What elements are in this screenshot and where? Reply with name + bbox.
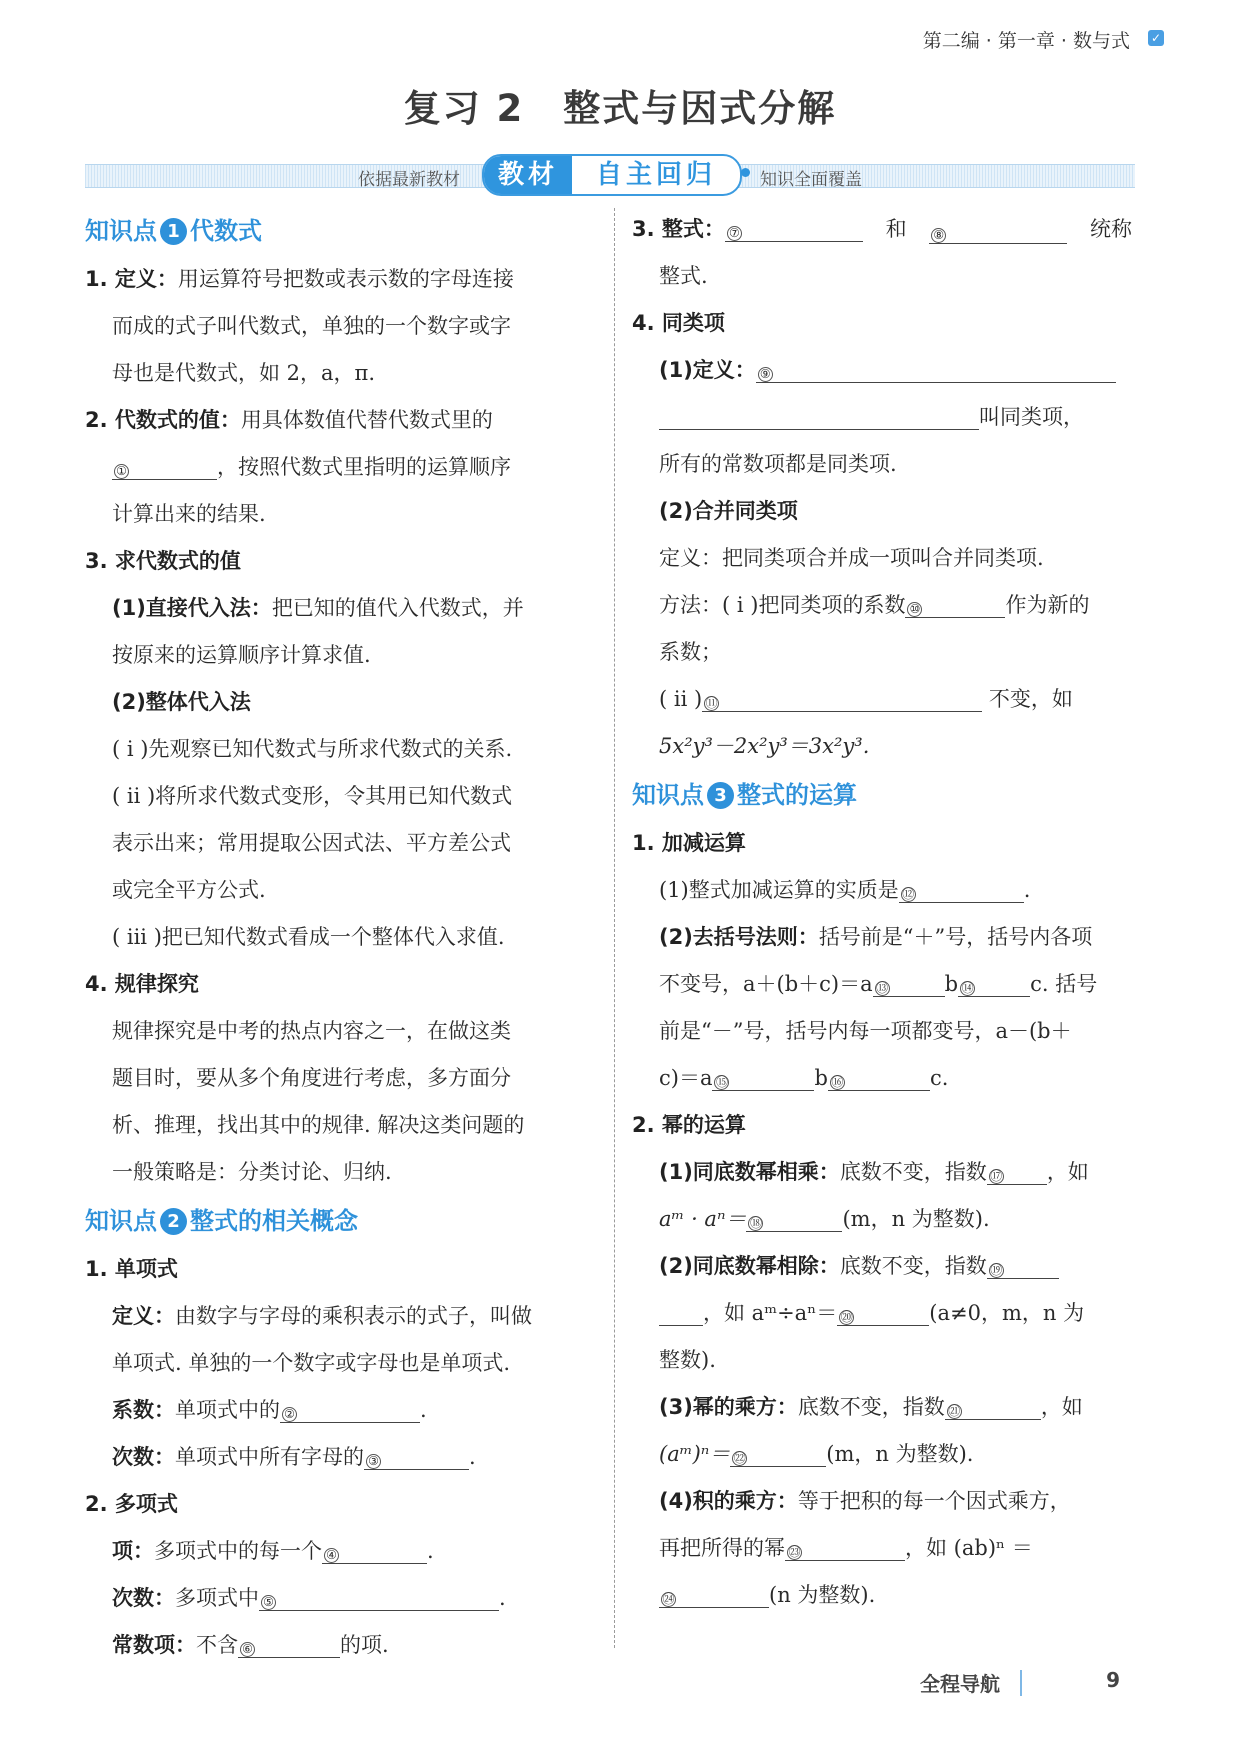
answer-blank[interactable] [746, 1204, 842, 1232]
blank-number: ④ [324, 1548, 339, 1563]
item-heading: 3. 求代数式的值 [85, 549, 241, 573]
section-number: 3 [707, 782, 734, 809]
text: (n 为整数). [769, 1583, 876, 1607]
answer-blank[interactable] [280, 1395, 420, 1423]
text-line [85, 538, 595, 585]
term-label: 次数： [112, 1445, 175, 1469]
text: ，如 [1040, 1395, 1083, 1419]
text-line: 项：多项式中的每一个 ④ . [85, 1528, 595, 1575]
answer-blank[interactable] [712, 1063, 814, 1091]
text-line [632, 206, 1132, 253]
answer-blank[interactable] [702, 684, 982, 712]
blank-number: ⑦ [727, 226, 742, 241]
text: . [1023, 878, 1031, 902]
section-name: 整式的相关概念 [190, 1207, 358, 1235]
blank-number: ① [114, 464, 129, 479]
text-line [632, 820, 1132, 867]
answer-blank[interactable] [756, 355, 1116, 383]
blank-number: ⑲ [990, 1263, 1003, 1277]
text-line [632, 961, 1132, 1008]
term-label: 定义： [112, 1304, 175, 1328]
text-line: 析、推理，找出其中的规律. 解决这类问题的 [112, 1113, 525, 1137]
term-label: 常数项： [112, 1633, 196, 1657]
text-line [85, 1622, 595, 1669]
answer-blank-continued[interactable] [659, 402, 979, 430]
text-line: 一般策略是：分类讨论、归纳. [112, 1160, 392, 1184]
dot-icon [741, 168, 750, 177]
term-label: (1)直接代入法： [112, 596, 272, 620]
text: 不变，如 [988, 687, 1073, 711]
text: (m，n 为整数). [826, 1442, 974, 1466]
section-heading [632, 770, 1132, 820]
text: 多项式中 [175, 1586, 259, 1610]
section-prefix: 知识点 [632, 781, 704, 809]
blank-number: ③ [366, 1454, 381, 1469]
text: c. 括号 [1030, 972, 1098, 996]
section-number: 2 [160, 1208, 187, 1235]
text: 作为新的 [1005, 593, 1090, 617]
text-line [632, 1196, 1132, 1243]
text: 单项式中所有字母的 [175, 1445, 364, 1469]
text: 底数不变，指数 [839, 1160, 987, 1184]
text-line: 整式. [659, 264, 708, 288]
blank-number: ⑫ [902, 887, 915, 901]
text: 底数不变，指数 [839, 1254, 987, 1278]
text: ，按照代数式里指明的运算顺序 [217, 455, 511, 479]
answer-blank[interactable] [899, 875, 1024, 903]
text: 不含 [196, 1633, 238, 1657]
blank-number: ⑳ [840, 1310, 853, 1324]
blank-number: ⑨ [758, 367, 773, 382]
item-heading: 4. 同类项 [632, 311, 725, 335]
text-line: 前是“－”号，括号内每一项都变号，a－(b＋ [659, 1019, 1072, 1043]
column-divider [614, 208, 615, 1648]
text: (m，n 为整数). [842, 1207, 990, 1231]
text-line [85, 444, 595, 491]
footer-guide-label: 全程导航 [920, 1672, 1000, 1696]
answer-blank[interactable] [987, 1251, 1059, 1279]
text-line [632, 1055, 1132, 1102]
text-line [632, 1149, 1132, 1196]
blank-number: ⑱ [749, 1216, 762, 1230]
page-number: 9 [1106, 1668, 1120, 1692]
text-line [632, 582, 1132, 629]
text-line [632, 488, 1132, 535]
blank-number: ㉒ [733, 1451, 746, 1465]
term-label: (3)幂的乘方： [659, 1395, 798, 1419]
text: 把已知的值代入代数式，并 [271, 596, 524, 620]
text-line [632, 347, 1132, 394]
text-line [632, 1102, 1132, 1149]
text-line: 次数：多项式中 ⑤ . [85, 1575, 595, 1622]
blank-number: ⑩ [907, 602, 922, 617]
text-line [85, 1481, 595, 1528]
term-label: (2)整体代入法 [112, 690, 251, 714]
text-line: ( iii )把已知代数式看成一个整体代入求值. [112, 925, 505, 949]
text: 的项. [340, 1633, 389, 1657]
text-line: 而成的式子叫代数式，单独的一个数字或字 [112, 314, 511, 338]
answer-blank[interactable] [929, 216, 1067, 244]
text-line [632, 914, 1132, 961]
text-line [632, 300, 1132, 347]
text: ，如 aᵐ÷aⁿ＝ [703, 1301, 838, 1325]
term-label: 1. 定义： [85, 267, 178, 291]
formula-line: 5x²y³－2x²y³＝3x²y³. [659, 734, 870, 758]
blank-number: ⑭ [961, 981, 974, 995]
term-label: 次数： [112, 1586, 175, 1610]
item-heading: 1. 单项式 [85, 1257, 178, 1281]
answer-blank[interactable] [322, 1536, 427, 1564]
item-heading: 2. 多项式 [85, 1492, 178, 1516]
text: 等于把积的每一个因式乘方， [797, 1489, 1071, 1513]
badge-part-b: 自主回归 [595, 160, 716, 190]
text-line [632, 1572, 1132, 1619]
text-line [85, 1293, 595, 1340]
left-column [85, 206, 595, 1669]
answer-blank[interactable] [873, 969, 945, 997]
text-line [632, 1243, 1132, 1290]
blank-number: ⑪ [705, 696, 718, 710]
text-line: 计算出来的结果. [112, 502, 266, 526]
blank-number: ⑤ [261, 1595, 276, 1610]
term-label: (2)合并同类项 [659, 499, 798, 523]
answer-blank-continued[interactable] [659, 1298, 703, 1326]
text-line: ( ii )将所求代数式变形，令其用已知代数式 [112, 784, 513, 808]
answer-blank[interactable] [112, 452, 217, 480]
text: 底数不变，指数 [797, 1395, 945, 1419]
blank-number: ⑥ [240, 1642, 255, 1657]
page-title: 复习 2 整式与因式分解 [403, 87, 837, 130]
text-line: 表示出来；常用提取公因式法、平方差公式 [112, 831, 511, 855]
section-number: 1 [160, 218, 187, 245]
text: 由数字与字母的乘积表示的式子，叫做 [175, 1304, 532, 1328]
right-column [632, 206, 1132, 1619]
text: 括号前是“＋”号，括号内各项 [818, 925, 1093, 949]
answer-blank[interactable] [364, 1442, 469, 1470]
text: c)＝a [659, 1066, 713, 1090]
answer-blank[interactable] [785, 1533, 905, 1561]
text-line [632, 1431, 1132, 1478]
term-label: (2)去括号法则： [659, 925, 819, 949]
answer-blank[interactable] [958, 969, 1030, 997]
text-line [85, 397, 595, 444]
badge-part-a: 教材 [484, 156, 572, 194]
text: (1)整式加减运算的实质是 [659, 878, 899, 902]
text: c. [929, 1066, 949, 1090]
answer-blank[interactable] [828, 1063, 930, 1091]
text: b [814, 1066, 828, 1090]
footer-divider [1020, 1670, 1022, 1696]
text-line: 母也是代数式，如 2，a，π. [112, 361, 376, 385]
blank-number: ㉓ [788, 1545, 801, 1559]
text: 用具体数值代替代数式里的 [240, 408, 493, 432]
text-line [85, 961, 595, 1008]
term-label: (2)同底数幂相除： [659, 1254, 840, 1278]
answer-blank[interactable] [259, 1583, 499, 1611]
text: 和 [885, 217, 907, 241]
text-line: 系数：单项式中的 ② . [85, 1387, 595, 1434]
text-line: 整数). [659, 1348, 716, 1372]
text-line: 规律探究是中考的热点内容之一，在做这类 [112, 1019, 511, 1043]
text-line: 题目时，要从多个角度进行考虑，多方面分 [112, 1066, 511, 1090]
text-line: 或完全平方公式. [112, 878, 266, 902]
section-name: 代数式 [190, 217, 262, 245]
section-heading [85, 1196, 595, 1246]
text-line: 按原来的运算顺序计算求值. [112, 643, 371, 667]
blank-number: ⑬ [876, 981, 889, 995]
text: b [944, 972, 959, 996]
section-heading [85, 206, 595, 256]
formula: (aᵐ)ⁿ＝ [659, 1442, 731, 1466]
term-label: (1)同底数幂相乘： [659, 1160, 840, 1184]
text: ( ii ) [659, 687, 703, 711]
text-line [632, 676, 1132, 723]
text-line [85, 1246, 595, 1293]
text-line [85, 585, 595, 632]
answer-blank[interactable] [905, 590, 1005, 618]
section-name: 整式的运算 [737, 781, 857, 809]
answer-blank[interactable] [725, 214, 863, 242]
text-line [632, 867, 1132, 914]
text: ，如 (ab)ⁿ ＝ [905, 1536, 1033, 1560]
text-line [632, 394, 1132, 441]
text-line [85, 679, 595, 726]
answer-blank[interactable] [837, 1298, 929, 1326]
text: 方法：( i )把同类项的系数 [659, 593, 906, 617]
text-line: ( i )先观察已知代数式与所求代数式的关系. [112, 737, 513, 761]
banner-right-text: 知识全面覆盖 [760, 170, 862, 190]
text-line [632, 1384, 1132, 1431]
item-heading: 1. 加减运算 [632, 831, 746, 855]
section-prefix: 知识点 [85, 1207, 157, 1235]
text: 不变号，a＋(b＋c)＝a [659, 972, 873, 996]
blank-number: ⑯ [831, 1075, 844, 1089]
banner-left-text: 依据最新教材 [358, 170, 460, 190]
term-label: 2. 代数式的值： [85, 408, 241, 432]
formula: aᵐ · aⁿ＝ [659, 1207, 747, 1231]
text: 单项式中的 [175, 1398, 280, 1422]
text: (a≠0，m，n 为 [929, 1301, 1085, 1325]
blank-number: ⑰ [990, 1169, 1003, 1183]
answer-blank[interactable] [945, 1392, 1041, 1420]
text: ，如 [1046, 1160, 1089, 1184]
text: 多项式中的每一个 [154, 1539, 322, 1563]
answer-blank[interactable] [987, 1157, 1047, 1185]
term-label: (1)定义： [659, 358, 756, 382]
answer-blank[interactable] [238, 1630, 340, 1658]
term-label: 系数： [112, 1398, 175, 1422]
text-line [632, 1290, 1132, 1337]
text-line: 次数：单项式中所有字母的 ③ . [85, 1434, 595, 1481]
blank-number: ⑧ [931, 228, 946, 243]
text: 叫同类项， [979, 405, 1084, 429]
chapter-breadcrumb: 第二编 · 第一章 · 数与式 [922, 30, 1130, 52]
blank-number: ㉔ [662, 1592, 675, 1606]
check-icon: ✓ [1148, 30, 1164, 46]
answer-blank[interactable] [659, 1580, 769, 1608]
section-prefix: 知识点 [85, 217, 157, 245]
item-heading: 3. 整式： [632, 217, 725, 241]
text-line: 定义：把同类项合并成一项叫合并同类项. [659, 546, 1044, 570]
text-line [632, 1478, 1132, 1525]
blank-number: ⑮ [715, 1075, 728, 1089]
text-line: 所有的常数项都是同类项. [659, 452, 897, 476]
item-heading: 4. 规律探究 [85, 972, 199, 996]
text-line [632, 1525, 1132, 1572]
text: 再把所得的幂 [659, 1536, 785, 1560]
blank-number: ㉑ [948, 1404, 961, 1418]
text-line: 单项式. 单独的一个数字或字母也是单项式. [112, 1351, 511, 1375]
text: 统称 [1089, 217, 1132, 241]
text-line: 系数； [659, 640, 722, 664]
banner-badge [482, 154, 742, 196]
blank-number: ② [282, 1407, 297, 1422]
text-line [85, 256, 595, 303]
item-heading: 2. 幂的运算 [632, 1113, 746, 1137]
answer-blank[interactable] [730, 1439, 826, 1467]
text: 用运算符号把数或表示数的字母连接 [177, 267, 514, 291]
term-label: 项： [112, 1539, 154, 1563]
term-label: (4)积的乘方： [659, 1489, 798, 1513]
